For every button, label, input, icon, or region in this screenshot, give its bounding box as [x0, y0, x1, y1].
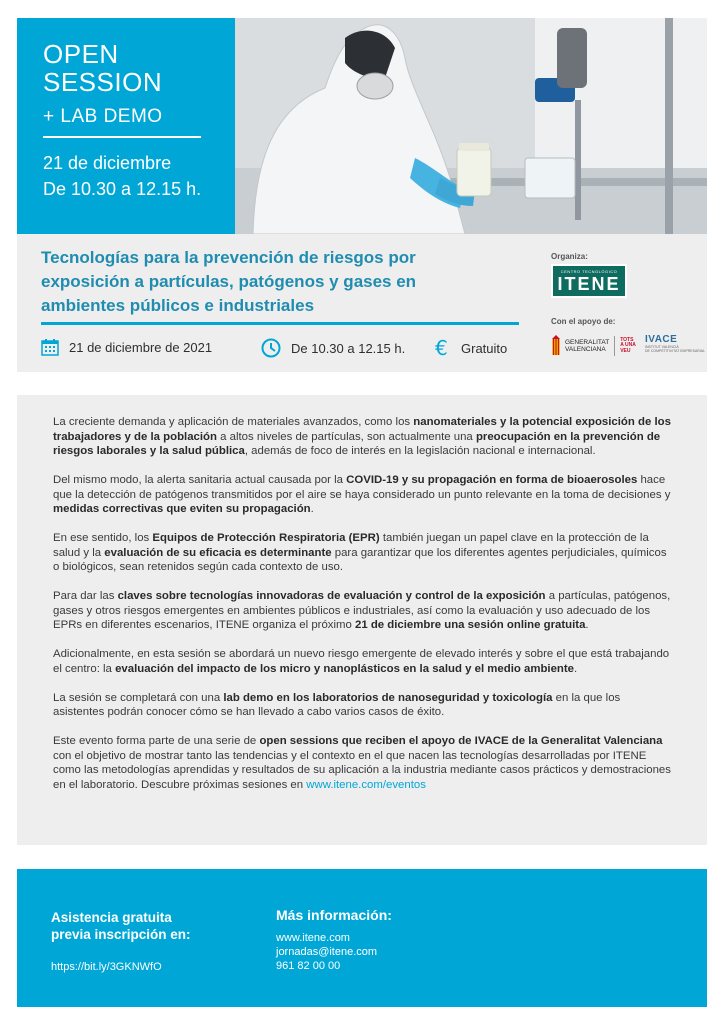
paragraph-2: Del mismo modo, la alerta sanitaria actual causada por la COVID-19 y su propagación en forma de bioaerosoles hace que la detección de patógenos transmitidos por el aire se haya considerado un punto relevante en la toma de decisiones y medidas correctivas que eviten su propagación. [53, 474, 671, 515]
lab-photo [235, 18, 707, 234]
generalitat-crest-icon [551, 335, 561, 357]
hero-title-line1: OPEN [43, 39, 119, 69]
events-link[interactable]: www.itene.com/eventos [306, 778, 426, 791]
event-date-text: 21 de diciembre de 2021 [69, 339, 213, 355]
event-date [41, 338, 212, 356]
registration-text: Asistencia gratuita previa inscripción en: [51, 910, 191, 942]
hero-title [43, 40, 235, 96]
phone-number: 961 82 00 00 [276, 960, 341, 972]
euro-icon [435, 338, 451, 358]
hero-banner [17, 18, 707, 234]
paragraph-3: En ese sentido, los Equipos de Protección Respiratoria (EPR) también juegan un papel clave en la protección de la salud y la evaluación de su eficacia es determinante para garantizar que los diferentes agentes perjudiciales, químicos o biológicos, sean retenidos según cada contexto de uso. [53, 532, 667, 573]
itene-name: ITENE [557, 274, 621, 294]
clock-icon [261, 338, 281, 358]
paragraph-1: La creciente demanda y aplicación de materiales avanzados, como los nanomateriales y la potencial exposición de los trabajadores y de la población a altos niveles de partículas, son actualmente una preocupación en la prevención de riesgos laborales y la salud pública, además de foco de interés en la legislación nacional e internacional. [53, 416, 671, 457]
more-info-title: Más información: [276, 907, 392, 923]
event-time [261, 338, 405, 358]
website-link[interactable]: www.itene.com [276, 932, 350, 944]
registration-link[interactable]: https://bit.ly/3GKNWfO [51, 961, 162, 973]
ivace-name: IVACE [645, 334, 678, 345]
event-title: Tecnologías para la prevención de riesgos por exposición a partículas, patógenos y gases en ambientes públicos e industriales [41, 248, 417, 315]
ivace-logo: IVACE INSTITUT VALENCIÀ DE COMPETITIVITAT EMPRESARIAL [645, 334, 706, 353]
event-price [435, 338, 507, 358]
generalitat-logo [551, 335, 636, 357]
hero-subtitle: + LAB DEMO [43, 106, 163, 127]
calendar-icon [41, 338, 59, 356]
itene-logo [551, 264, 627, 298]
svg-text:€: € [435, 338, 448, 358]
paragraph-7: Este evento forma parte de una serie de open sessions que reciben el apoyo de IVACE de la Generalitat Valenciana con el objetivo de mostrar tanto las tendencias y el contexto en el que nacen las tecnologías desarrolladas por ITENE como las metodologías aprendidas y resultados de su aplicación a la industria mediante casos prácticos y demostraciones en el laboratorio. Descubre próximas sesiones en www.itene.com/eventos [53, 735, 671, 791]
itene-tagline: CENTRO TECNOLÓGICO [560, 269, 618, 274]
lab-scientist-illustration [235, 18, 707, 234]
generalitat-separator [614, 336, 615, 356]
hero-title-box [17, 18, 235, 234]
apoyo-label: Con el apoyo de: [551, 317, 616, 326]
footer-contact [17, 869, 707, 1007]
hero-title-line2: SESSION [43, 67, 163, 97]
event-info-band [17, 234, 707, 372]
event-price-text: Gratuito [461, 340, 508, 356]
email-link[interactable]: jornadas@itene.com [276, 946, 378, 958]
hero-divider [43, 136, 201, 138]
hero-date: 21 de diciembre [43, 153, 172, 173]
generalitat-name: GENERALITAT VALENCIANA [565, 339, 610, 353]
event-time-text: De 10.30 a 12.15 h. [291, 340, 406, 356]
organiza-label: Organiza: [551, 252, 588, 261]
paragraph-5: Adicionalmente, en esta sesión se abordará un nuevo riesgo emergente de elevado interés y sobre el que está trabajando el centro: la evaluación del impacto de los micro y nanoplásticos en la salud y el medio ambiente. [53, 648, 670, 675]
paragraph-4: Para dar las claves sobre tecnologías innovadoras de evaluación y control de la exposición a partículas, patógenos, gases y otros riesgos emergentes en ambientes públicos e industriales, así como la evaluación y uso adecuado de los EPRs en diferentes escenarios, ITENE organiza el próximo 21 de diciembre una sesión online gratuita. [53, 590, 671, 631]
paragraph-6: La sesión se completará con una lab demo en los laboratorios de nanoseguridad y toxicología en la que los asistentes podrán conocer cómo se han llevado a cabo varios casos de éxito. [53, 691, 621, 718]
title-underline [41, 322, 519, 325]
generalitat-slogan: TOTS A UNA VEU [620, 336, 636, 354]
hero-time: De 10.30 a 12.15 h. [43, 179, 202, 199]
event-description [17, 395, 707, 845]
